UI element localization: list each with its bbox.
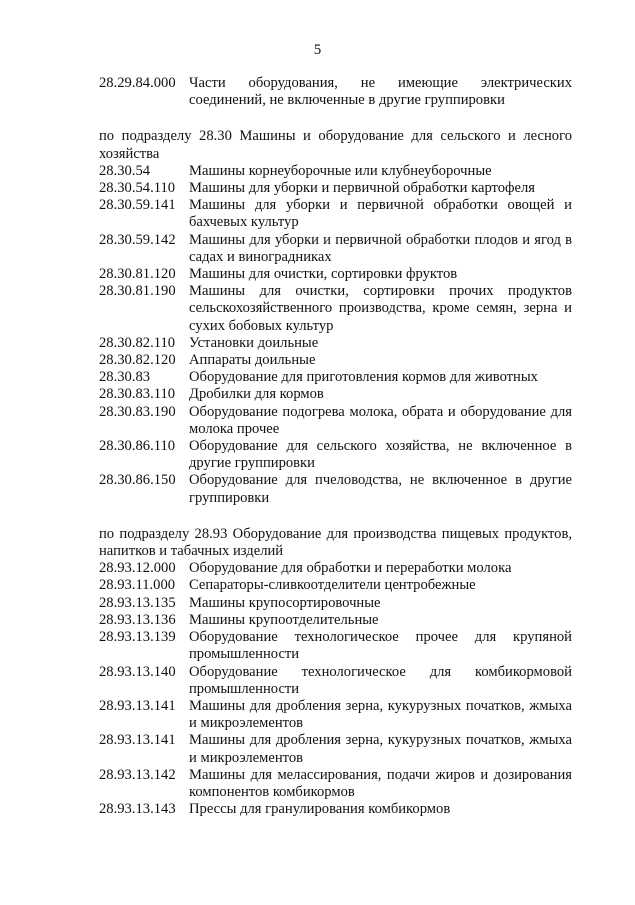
entry-code: 28.93.13.141 [99, 732, 176, 749]
classification-entry [99, 612, 572, 629]
first-entry-list [99, 75, 572, 109]
entry-description: Машины для уборки и первичной обработки овощей и бахчевых культур [189, 197, 572, 231]
entry-description: Оборудование подогрева молока, обрата и оборудование для молока прочее [189, 403, 572, 437]
entry-code: 28.30.83 [99, 369, 151, 386]
classification-entry [99, 163, 572, 180]
entry-code: 28.30.59.141 [99, 197, 176, 214]
entry-description: Машины для дробления зерна, кукурузных початков, жмыха и микроэлементов [189, 697, 572, 732]
entry-description: Оборудование для приготовления кормов для животных [189, 369, 538, 386]
classification-entry [99, 698, 572, 732]
entry-code: 28.30.59.142 [99, 231, 176, 248]
section-heading: по подразделу 28.93 Оборудование для производства пищевых продуктов, напитков и табачных изделий [99, 525, 572, 560]
section-entry-list [99, 560, 572, 818]
entry-code: 28.93.13.139 [99, 629, 176, 646]
classification-entry [99, 801, 572, 818]
entry-description: Части оборудования, не имеющие электрических соединений, не включенные в другие группировки [189, 75, 572, 109]
entry-code: 28.93.13.142 [99, 766, 176, 783]
classification-entry [99, 595, 572, 612]
entry-description: Оборудование технологическое для комбикормовой промышленности [189, 663, 572, 697]
entry-code: 28.93.13.140 [99, 663, 176, 680]
entry-description: Аппараты доильные [189, 352, 316, 369]
entry-description: Оборудование технологическое прочее для крупяной промышленности [189, 629, 572, 663]
classification-entry [99, 232, 572, 266]
classification-entry [99, 75, 572, 109]
classification-entry [99, 197, 572, 231]
classification-entry [99, 577, 572, 594]
section-heading: по подразделу 28.30 Машины и оборудование для сельского и лесного хозяйства [99, 128, 572, 162]
entry-description: Установки доильные [189, 334, 319, 351]
entry-code: 28.30.82.120 [99, 352, 176, 369]
section-spacer [99, 109, 572, 128]
entry-code: 28.30.81.190 [99, 283, 176, 300]
classification-entry [99, 369, 572, 386]
classification-entry [99, 404, 572, 438]
entry-code: 28.93.13.141 [99, 697, 176, 714]
entry-description: Машины крупосортировочные [189, 594, 381, 611]
section-spacer [99, 507, 572, 526]
classification-entry [99, 266, 572, 283]
entry-description: Оборудование для пчеловодства, не включенное в другие группировки [189, 472, 572, 506]
classification-entry [99, 386, 572, 403]
entry-description: Сепараторы-сливкоотделители центробежные [189, 577, 476, 594]
page-number: 5 [313, 42, 322, 58]
entry-description: Машины для очистки, сортировки прочих продуктов сельскохозяйственного производства, кроме семян, зерна и сухих бобовых культур [189, 283, 572, 334]
entry-description: Дробилки для кормов [189, 386, 324, 403]
entry-code: 28.93.13.143 [99, 801, 176, 818]
entry-description: Машины для дробления зерна, кукурузных початков, жмыха и микроэлементов [189, 732, 572, 766]
entry-description: Машины для очистки, сортировки фруктов [189, 266, 458, 283]
entry-code: 28.30.82.110 [99, 334, 176, 351]
entry-code: 28.30.86.110 [99, 438, 176, 455]
classification-entry [99, 732, 572, 766]
entry-code: 28.30.83.190 [99, 403, 176, 420]
entry-description: Оборудование для обработки и переработки молока [189, 560, 512, 577]
entry-code: 28.93.11.000 [99, 577, 176, 594]
classification-entry [99, 664, 572, 698]
entry-description: Машины крупоотделительные [189, 611, 379, 628]
classification-entry [99, 283, 572, 335]
classification-entry [99, 335, 572, 352]
entry-code: 28.30.86.150 [99, 472, 176, 489]
entry-code: 28.30.54 [99, 162, 151, 179]
entry-code: 28.30.83.110 [99, 386, 176, 403]
entry-code: 28.93.12.000 [99, 560, 176, 577]
entry-description: Машины для мелассирования, подачи жиров и дозирования компонентов комбикормов [189, 766, 572, 800]
section-entry-list [99, 163, 572, 507]
document-content [99, 75, 572, 818]
entry-code: 28.93.13.136 [99, 611, 176, 628]
entry-code: 28.30.54.110 [99, 180, 176, 197]
classification-entry [99, 472, 572, 506]
entry-description: Машины для уборки и первичной обработки картофеля [189, 180, 535, 197]
entry-code: 28.93.13.135 [99, 594, 176, 611]
entry-code: 28.30.81.120 [99, 266, 176, 283]
classification-entry [99, 352, 572, 369]
entry-description: Машины для уборки и первичной обработки плодов и ягод в садах и виноградниках [189, 231, 572, 265]
entry-description: Оборудование для сельского хозяйства, не включенное в другие группировки [189, 438, 572, 472]
entry-description: Прессы для гранулирования комбикормов [189, 801, 451, 818]
entry-code: 28.29.84.000 [99, 75, 176, 91]
classification-entry [99, 438, 572, 472]
classification-entry [99, 180, 572, 197]
classification-entry [99, 560, 572, 577]
classification-entry [99, 629, 572, 663]
entry-description: Машины корнеуборочные или клубнеуборочные [189, 162, 492, 179]
classification-entry [99, 767, 572, 801]
